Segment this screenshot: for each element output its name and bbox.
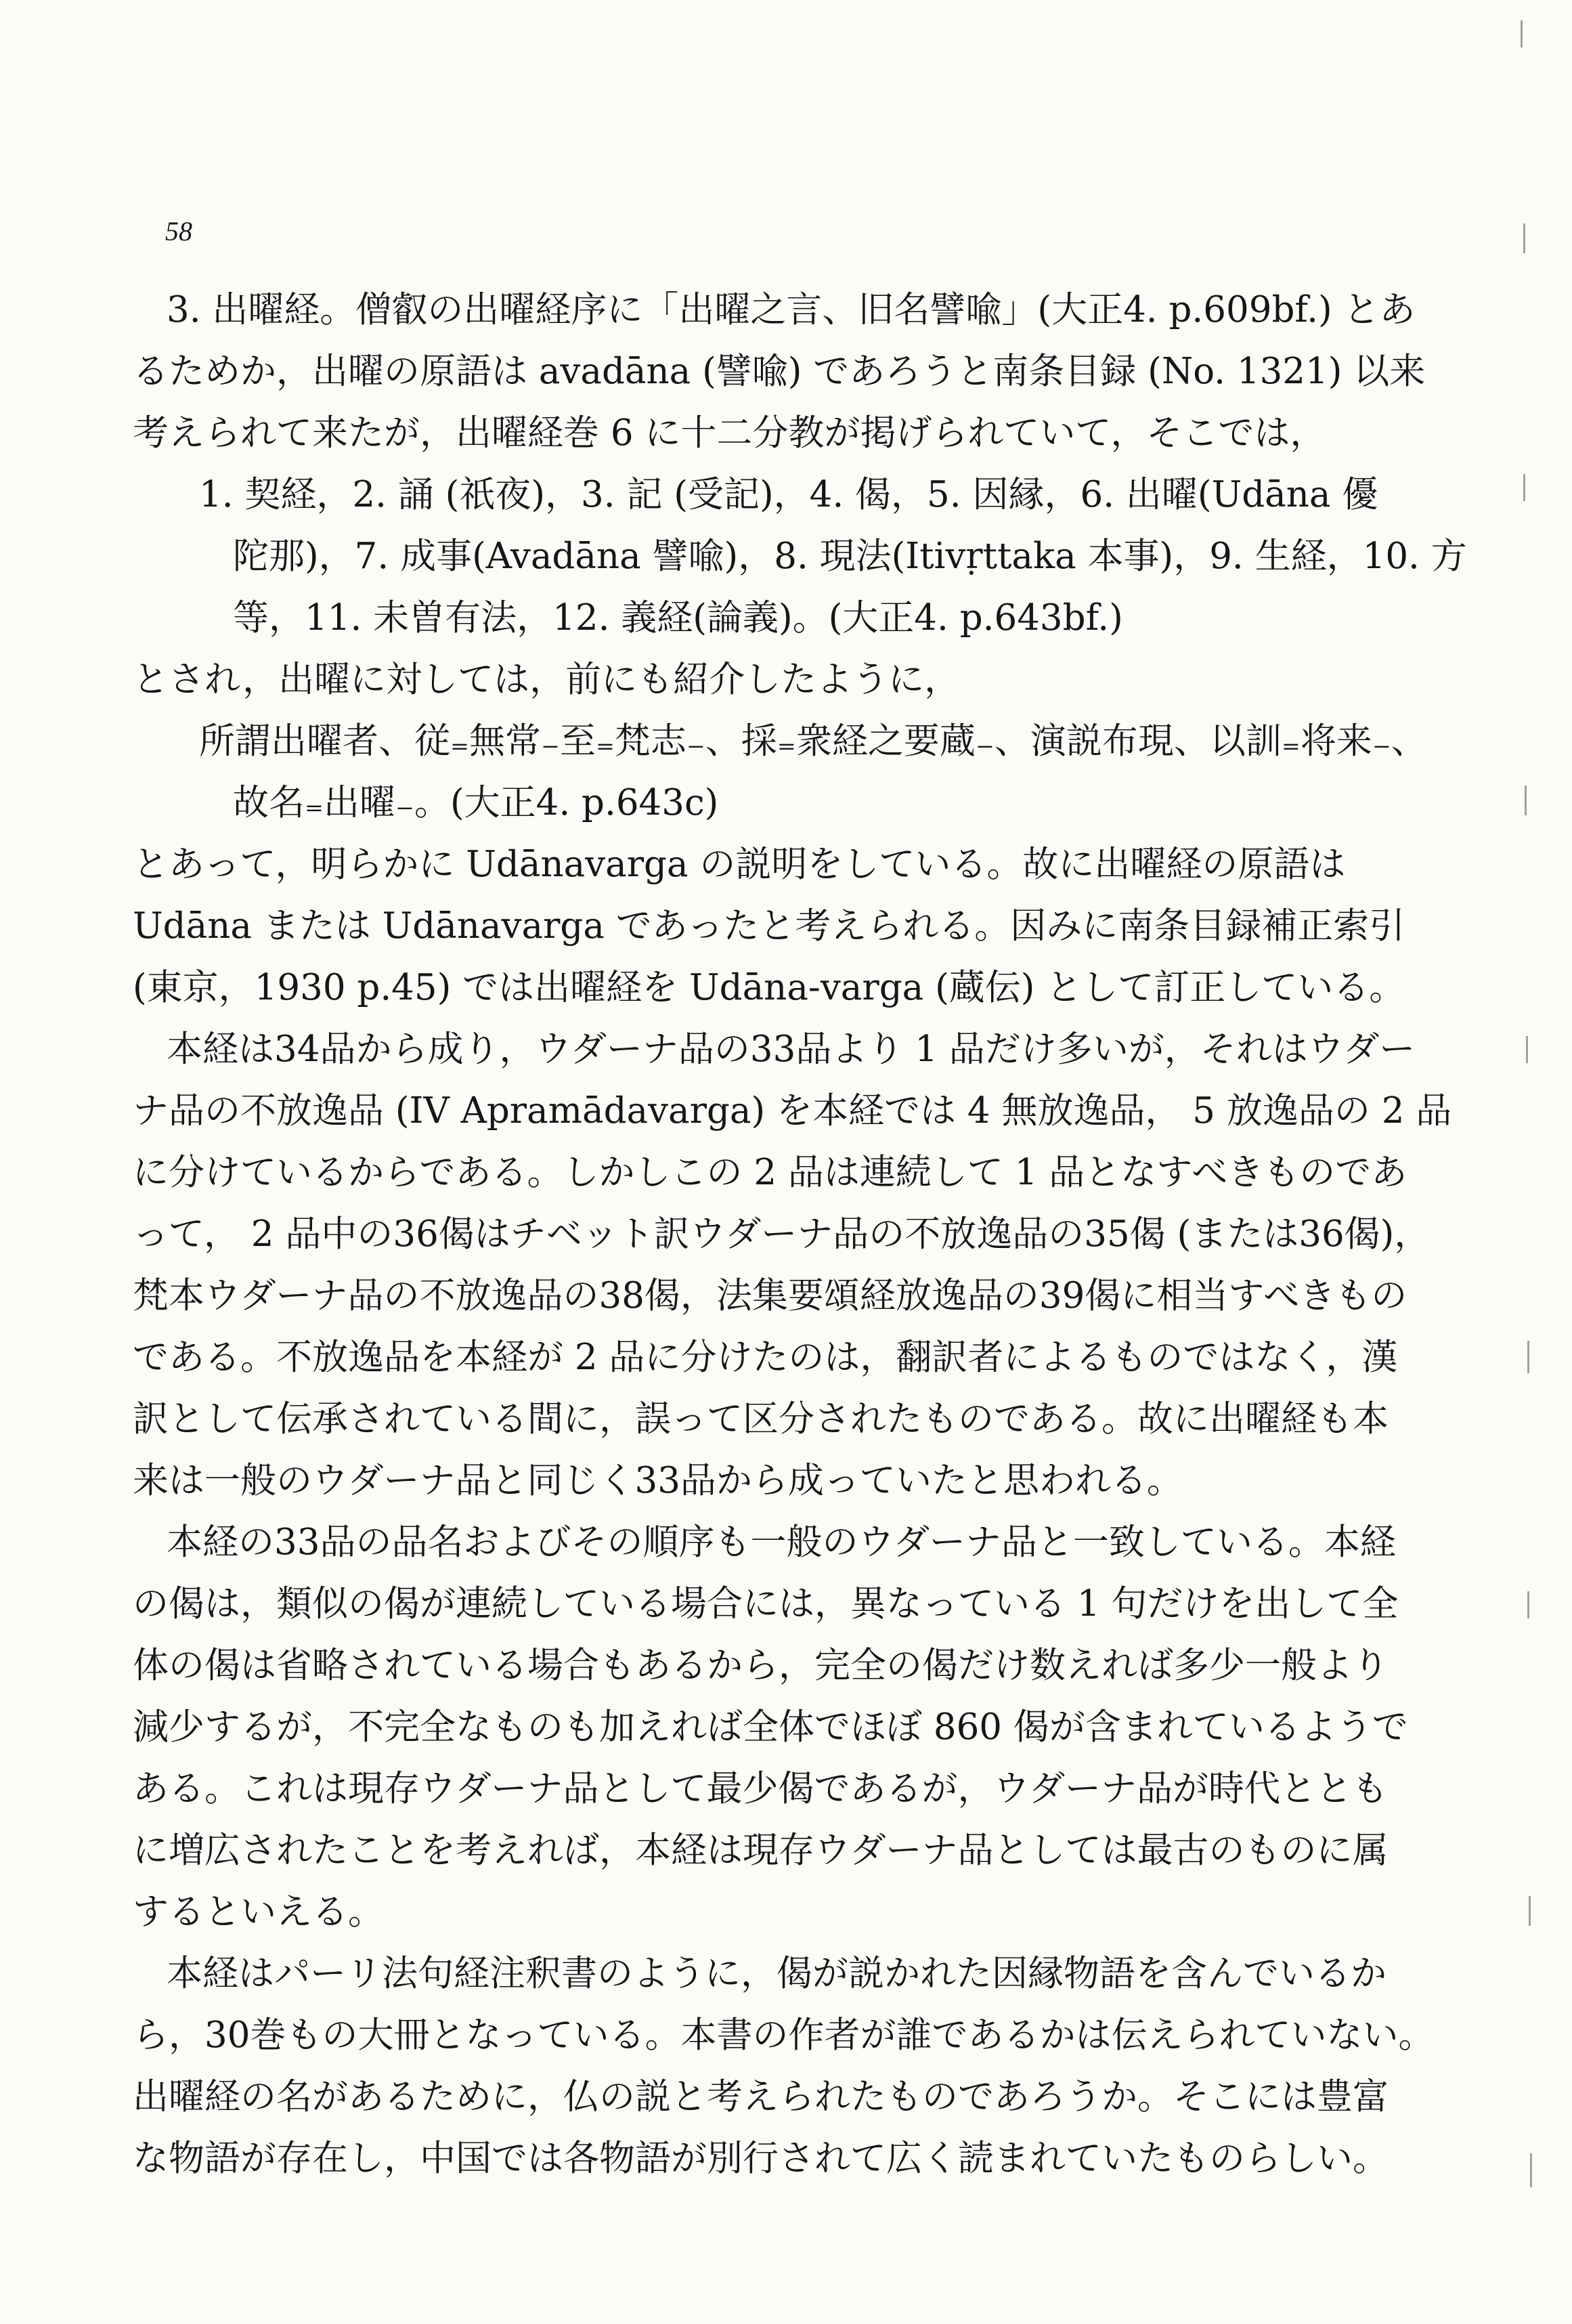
text-line: である。不放逸品を本経が 2 品に分けたのは，翻訳者によるものではなく，漢 xyxy=(133,1337,1398,1378)
text-line: 3. 出曜経。僧叡の出曜経序に「出曜之言、旧名譬喩」(大正4. p.609bf.) とあ xyxy=(167,289,1416,330)
text-line: 考えられて来たが，出曜経巻 6 に十二分教が掲げられていて，そこでは， xyxy=(133,412,1326,454)
text-line: 減少するが，不完全なものも加えれば全体でほぼ 860 偈が含まれているようで xyxy=(133,1706,1408,1748)
text-line: 梵本ウダーナ品の不放逸品の38偈，法集要頌経放逸品の39偈に相当すべきもの xyxy=(133,1275,1407,1316)
quote-line: 所謂出曜者、従₌無常₋至₌梵志₋、採₌衆経之要蔵₋、演説布現、以訓₌将来₋、 xyxy=(199,720,1427,762)
text-line: 訳として伝承されている間に，誤って区分されたものである。故に出曜経も本 xyxy=(133,1398,1389,1440)
text-line: に分けているからである。しかしこの 2 品は連続して 1 品となすべきものであ xyxy=(133,1152,1407,1193)
list-line: 陀那)，7. 成事(Avadāna 譬喩)，8. 現法(Itivṛttaka 本事)，9. 生経，10. 方 xyxy=(233,536,1467,577)
text-line: ある。これは現存ウダーナ品として最少偈であるが，ウダーナ品が時代ととも xyxy=(133,1768,1388,1809)
text-line: に増広されたことを考えれば，本経は現存ウダーナ品としては最古のものに属 xyxy=(133,1830,1389,1871)
text-line: Udāna または Udānavarga であったと考えられる。因みに南条目録補正索引 xyxy=(133,905,1405,947)
text-line: 出曜経の名があるために，仏の説と考えられたものであろうか。そこには豊富 xyxy=(133,2076,1389,2117)
text-line: って， 2 品中の36偈はチベット訳ウダーナ品の不放逸品の35偈 (または36偈)， xyxy=(133,1213,1431,1255)
page-number: 58 xyxy=(165,216,192,246)
list-line: 1. 契経，2. 誦 (祇夜)，3. 記 (受記)，4. 偈，5. 因縁，6. 出曜(Udāna 優 xyxy=(199,474,1378,515)
text-line: の偈は，類似の偈が連続している場合には，異なっている 1 句だけを出して全 xyxy=(133,1583,1399,1624)
text-line: 本経はパーリ法句経注釈書のように，偈が説かれた因縁物語を含んでいるか xyxy=(167,1953,1387,1994)
text-line: な物語が存在し，中国では各物語が別行されて広く読まれていたものらしい。 xyxy=(133,2138,1389,2179)
list-line: 等，11. 未曽有法，12. 義経(論義)。(大正4. p.643bf.) xyxy=(233,597,1123,639)
body-text xyxy=(133,279,1467,2189)
text-line: とあって，明らかに Udānavarga の説明をしている。故に出曜経の原語は xyxy=(133,844,1346,885)
text-line: 来は一般のウダーナ品と同じく33品から成っていたと思われる。 xyxy=(133,1460,1183,1501)
text-line: 本経の33品の品名およびその順序も一般のウダーナ品と一致している。本経 xyxy=(167,1522,1396,1563)
text-line: ら，30巻もの大冊となっている。本書の作者が誰であるかは伝えられていない。 xyxy=(133,2015,1435,2056)
text-line: ナ品の不放逸品 (IV Apramādavarga) を本経では 4 無放逸品， 5 放逸品の 2 品 xyxy=(133,1090,1452,1132)
quote-line: 故名₌出曜₋。(大正4. p.643c) xyxy=(233,782,719,823)
text-line: (東京，1930 p.45) では出曜経を Udāna-varga (蔵伝) として訂正している。 xyxy=(133,967,1405,1008)
text-line: 体の偈は省略されている場合もあるから，完全の偈だけ数えれば多少一般より xyxy=(133,1645,1389,1686)
text-line: るためか，出曜の原語は avadāna (譬喩) であろうと南条目録 (No. 1321) 以来 xyxy=(133,351,1426,392)
text-line: するといえる。 xyxy=(133,1891,384,1933)
text-line: 本経は34品から成り，ウダーナ品の33品より 1 品だけ多いが，それはウダー xyxy=(167,1029,1416,1070)
text-line: とされ，出曜に対しては，前にも紹介したように， xyxy=(133,659,961,700)
